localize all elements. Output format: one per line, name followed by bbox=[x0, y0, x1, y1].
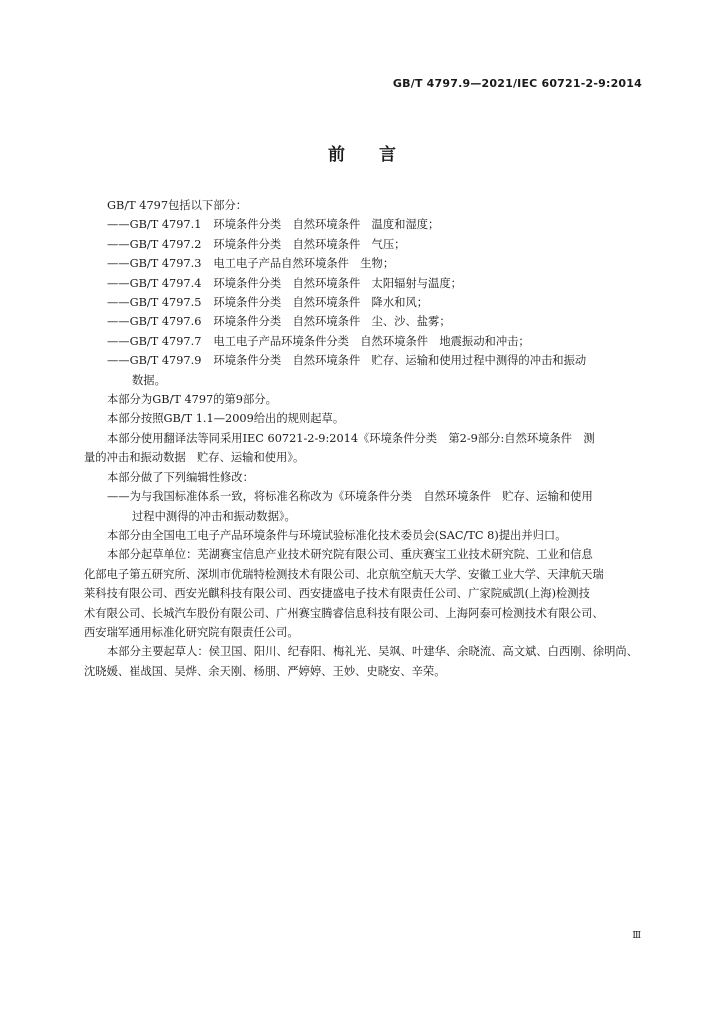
proposer-statement: 本部分由全国电工电子产品环境条件与环境试验标准化技术委员会(SAC/TC 8)提出并归口。 bbox=[107, 528, 567, 542]
drafting-units-line: 本部分起草单位：芜湖赛宝信息产业技术研究院有限公司、重庆赛宝工业技术研究院、工业和信息 bbox=[107, 548, 593, 562]
list-item: ——GB/T 4797.3 电工电子产品自然环境条件 生物； bbox=[107, 257, 395, 271]
edit-item-line1: ——为与我国标准体系一致，将标准名称改为《环境条件分类 自然环境条件 贮存、运输和使用 bbox=[107, 490, 593, 504]
document-body bbox=[84, 196, 644, 681]
list-item-continuation: 数据。 bbox=[132, 373, 166, 387]
drafters-line: 本部分主要起草人：侯卫国、阳川、纪春阳、梅礼光、吴飒、叶建华、余晓流、高文斌、白西刚、徐明尚、 bbox=[107, 645, 638, 659]
intro-paragraph: GB/T 4797包括以下部分： bbox=[107, 199, 248, 212]
list-item: ——GB/T 4797.6 环境条件分类 自然环境条件 尘、沙、盐雾； bbox=[107, 315, 451, 329]
translation-statement-line2: 量的冲击和振动数据 贮存、运输和使用》。 bbox=[84, 451, 305, 465]
list-item: ——GB/T 4797.4 环境条件分类 自然环境条件 太阳辐射与温度； bbox=[107, 276, 462, 290]
list-item: ——GB/T 4797.1 环境条件分类 自然环境条件 温度和湿度； bbox=[107, 218, 440, 232]
list-item: ——GB/T 4797.5 环境条件分类 自然环境条件 降水和风； bbox=[107, 296, 429, 310]
list-item: ——GB/T 4797.7 电工电子产品环境条件分类 自然环境条件 地震振动和冲击； bbox=[107, 334, 530, 348]
drafting-units-line: 化部电子第五研究所、深圳市优瑞特检测技术有限公司、北京航空航天大学、安徽工业大学、天津航天瑞 bbox=[84, 567, 604, 581]
page-title: 前言 bbox=[328, 145, 430, 165]
part-statement: 本部分为GB/T 4797的第9部分。 bbox=[107, 393, 277, 407]
drafters-paragraph bbox=[84, 642, 644, 681]
drafters-line: 沈晓媛、崔战国、吴烨、余天刚、杨朋、严婷婷、王妙、史晓安、辛荣。 bbox=[84, 664, 446, 678]
parts-list bbox=[84, 215, 644, 390]
drafting-units-line: 西安瑞军通用标准化研究院有限责任公司。 bbox=[84, 625, 299, 639]
drafting-rules-statement: 本部分按照GB/T 1.1—2009给出的规则起草。 bbox=[107, 412, 345, 426]
translation-statement-line1: 本部分使用翻译法等同采用IEC 60721-2-9:2014《环境条件分类 第2-9部分:自然环境条件 测 bbox=[107, 431, 595, 445]
standard-code: GB/T 4797.9—2021/IEC 60721-2-9:2014 bbox=[392, 77, 642, 90]
list-item: ——GB/T 4797.2 环境条件分类 自然环境条件 气压； bbox=[107, 237, 406, 251]
edit-item-line2: 过程中测得的冲击和振动数据》。 bbox=[132, 509, 296, 523]
page-number: Ⅲ bbox=[632, 931, 641, 941]
drafting-units-line: 莱科技有限公司、西安光麒科技有限公司、西安捷盛电子技术有限责任公司、广家院威凯(上海)检测技 bbox=[84, 587, 590, 601]
drafting-units-paragraph bbox=[84, 545, 644, 642]
list-item: ——GB/T 4797.9 环境条件分类 自然环境条件 贮存、运输和使用过程中测得的冲击和振动 bbox=[107, 354, 587, 368]
drafting-units-line: 术有限公司、长城汽车股份有限公司、广州赛宝腾睿信息科技有限公司、上海阿泰可检测技术有限公司、 bbox=[84, 606, 604, 620]
edits-statement: 本部分做了下列编辑性修改： bbox=[107, 470, 254, 484]
